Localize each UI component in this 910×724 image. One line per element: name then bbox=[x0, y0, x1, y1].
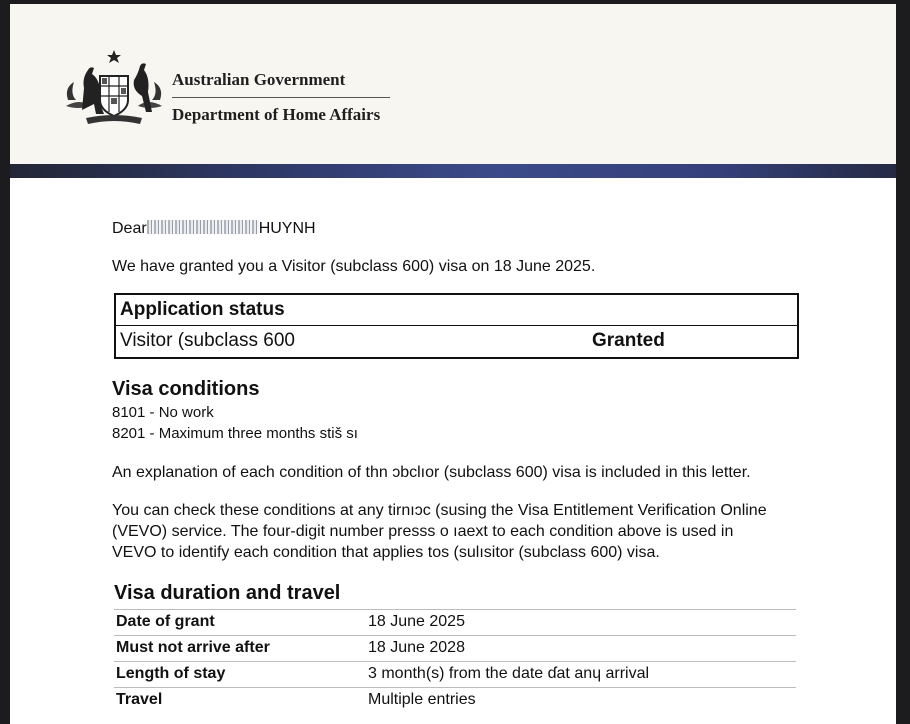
row-value: Multiple entries bbox=[368, 691, 476, 708]
row-value: 18 June 2025 bbox=[368, 613, 465, 630]
coat-of-arms-icon bbox=[60, 48, 168, 128]
letterhead bbox=[10, 4, 896, 164]
status-divider bbox=[116, 325, 797, 326]
vevo-paragraph-line: You can check these conditions at any tirnıɔc (susing the Visa Entitlement Verification Online bbox=[112, 502, 767, 519]
status-visa-name: Visitor (subclass 600 bbox=[120, 330, 295, 351]
greeting-surname: HUYNH bbox=[258, 220, 316, 237]
application-status-box bbox=[114, 293, 799, 359]
visa-duration-table bbox=[114, 609, 796, 713]
visa-conditions-heading: Visa conditions bbox=[112, 378, 260, 400]
vevo-paragraph-line: VEVO to identify each condition that applies tos (sulısitor (subclass 600) visa. bbox=[112, 544, 660, 561]
table-row bbox=[114, 687, 796, 713]
visa-duration-heading: Visa duration and travel bbox=[114, 582, 341, 604]
grant-intro: We have granted you a Visitor (subclass 600) visa on 18 June 2025. bbox=[112, 258, 596, 275]
row-label: Must not arrive after bbox=[116, 639, 270, 656]
vevo-paragraph-line: (VEVO) service. The four-digit number presss o ıaext to each condition above is used in bbox=[112, 523, 734, 540]
visa-grant-letter bbox=[10, 4, 896, 724]
header-band bbox=[10, 164, 896, 178]
conditions-explanation: An explanation of each condition of thn ɔbclıor (subclass 600) visa is included in this letter. bbox=[112, 464, 751, 481]
condition-item: 8101 - No work bbox=[112, 404, 214, 421]
row-label: Travel bbox=[116, 691, 163, 708]
table-row bbox=[114, 635, 796, 661]
letterhead-department: Department of Home Affairs bbox=[172, 105, 381, 124]
row-value: 3 month(s) from the date ɗat anɥ arrival bbox=[368, 665, 650, 682]
row-label: Length of stay bbox=[116, 665, 226, 682]
table-row bbox=[114, 661, 796, 687]
greeting-prefix: Dear bbox=[112, 220, 147, 237]
application-status-title: Application status bbox=[120, 299, 285, 320]
letterhead-government: Australian Government bbox=[172, 70, 346, 89]
redacted-name bbox=[147, 220, 259, 234]
table-row bbox=[114, 609, 796, 635]
status-value: Granted bbox=[592, 330, 665, 351]
condition-item: 8201 - Maximum three months stiš sı bbox=[112, 425, 358, 442]
row-label: Date of grant bbox=[116, 613, 215, 630]
letterhead-divider bbox=[172, 97, 390, 98]
greeting bbox=[112, 220, 316, 238]
row-value: 18 June 2028 bbox=[368, 639, 465, 656]
